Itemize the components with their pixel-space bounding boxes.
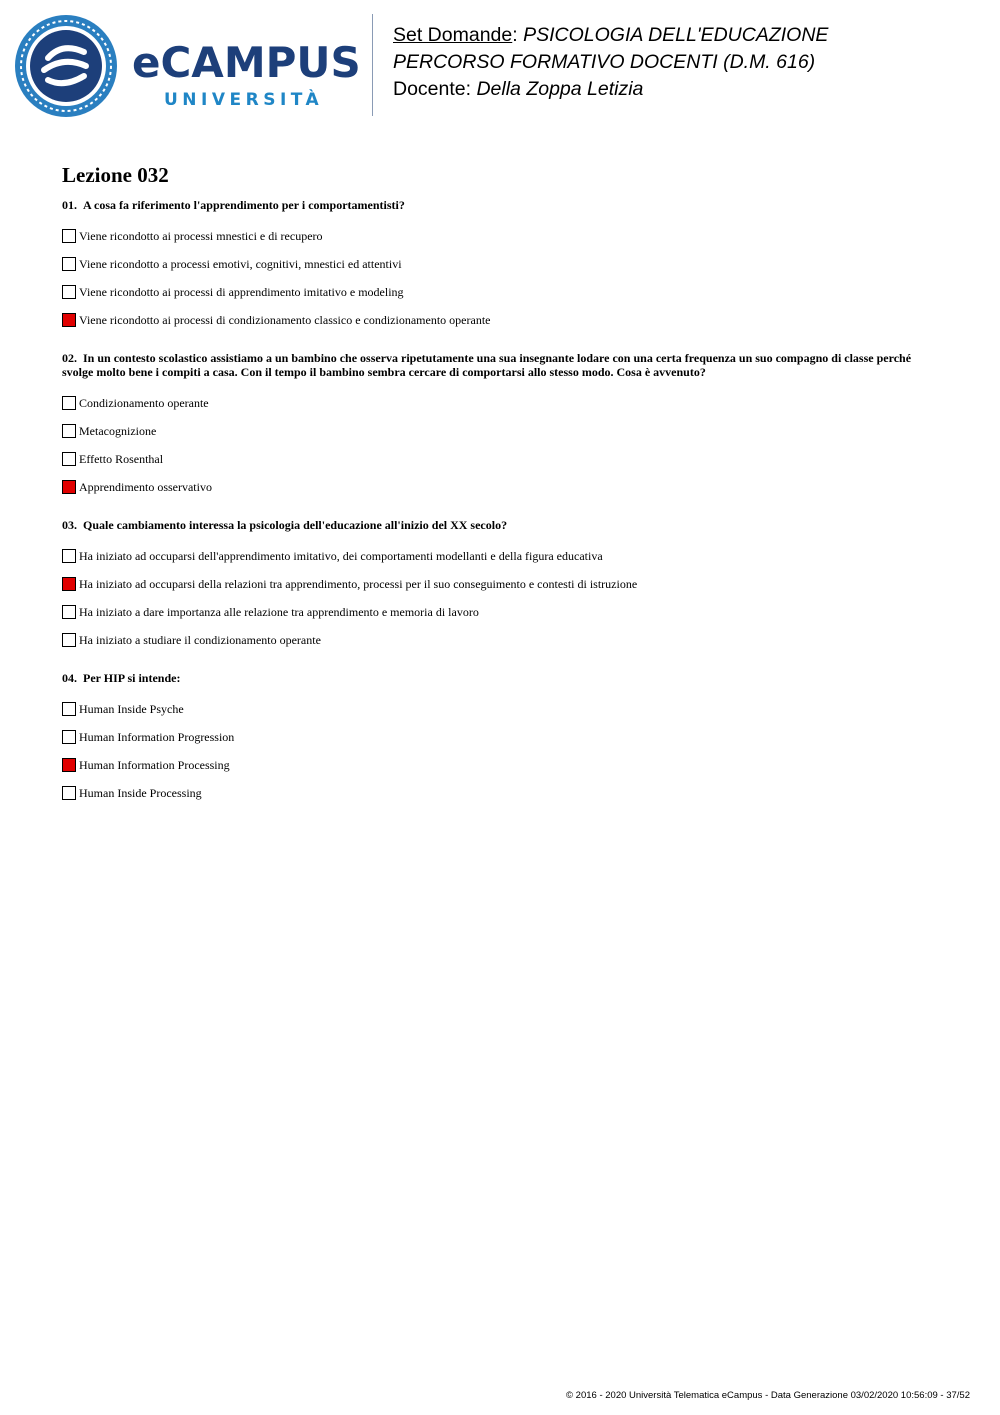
- question-block: [62, 518, 942, 654]
- lesson-content: [62, 162, 942, 824]
- answer-option[interactable]: [62, 542, 942, 570]
- answer-label: Ha iniziato a studiare il condizionamento operante: [79, 632, 321, 647]
- answer-label: Viene ricondotto a processi emotivi, cognitivi, mnestici ed attentivi: [79, 256, 402, 271]
- checkbox[interactable]: [62, 633, 76, 647]
- question-list: [62, 198, 942, 807]
- course-title: PSICOLOGIA DELL'EDUCAZIONE: [523, 24, 829, 46]
- answer-label: Viene ricondotto ai processi di apprendimento imitativo e modeling: [79, 284, 404, 299]
- header-divider: [372, 14, 373, 116]
- page-header: [0, 0, 1000, 125]
- question-block: [62, 198, 942, 334]
- question-text: [62, 351, 942, 379]
- page-footer: © 2016 - 2020 Università Telematica eCampus - Data Generazione 03/02/2020 10:56:09 - 37/52: [566, 1390, 970, 1401]
- logo-wordmark: eCAMPUS: [132, 38, 361, 87]
- answer-option[interactable]: [62, 417, 942, 445]
- checkbox-checked[interactable]: [62, 313, 76, 327]
- checkbox[interactable]: [62, 285, 76, 299]
- teacher-line: [393, 76, 828, 103]
- answer-label: Effetto Rosenthal: [79, 451, 164, 466]
- teacher-name: Della Zoppa Letizia: [476, 78, 644, 100]
- answer-option[interactable]: [62, 389, 942, 417]
- answer-option[interactable]: [62, 723, 942, 751]
- answer-option[interactable]: [62, 598, 942, 626]
- answer-label: Ha iniziato a dare importanza alle relazione tra apprendimento e memoria di lavoro: [79, 604, 479, 619]
- course-line: [393, 22, 828, 49]
- answer-option[interactable]: [62, 626, 942, 654]
- university-seal-icon: [14, 14, 118, 118]
- course-subtitle-line: [393, 49, 828, 76]
- checkbox[interactable]: [62, 730, 76, 744]
- question-number: 03.: [62, 518, 77, 532]
- checkbox[interactable]: [62, 605, 76, 619]
- checkbox[interactable]: [62, 396, 76, 410]
- answer-option[interactable]: [62, 445, 942, 473]
- answer-option[interactable]: [62, 250, 942, 278]
- checkbox[interactable]: [62, 229, 76, 243]
- question-text: [62, 518, 942, 532]
- answer-option[interactable]: [62, 570, 942, 598]
- answer-label: Human Inside Psyche: [79, 701, 184, 716]
- question-label: A cosa fa riferimento l'apprendimento per i comportamentisti?: [83, 198, 405, 212]
- answer-option[interactable]: [62, 306, 942, 334]
- set-separator: :: [512, 24, 524, 46]
- answer-label: Condizionamento operante: [79, 395, 209, 410]
- answer-label: Human Information Progression: [79, 729, 235, 744]
- question-label: In un contesto scolastico assistiamo a un bambino che osserva ripetutamente una sua insegnante lodare con una certa frequenza un suo compagno di classe perché svolge molto bene i compiti a casa. Con il tempo il bambino sembra cercare di comportarsi allo stesso modo. Cosa è avvenuto?: [62, 351, 912, 379]
- checkbox[interactable]: [62, 549, 76, 563]
- answer-label: Ha iniziato ad occuparsi dell'apprendimento imitativo, dei comportamenti modellanti e della figura educativa: [79, 548, 603, 563]
- lesson-title: Lezione 032: [62, 163, 169, 187]
- question-block: [62, 351, 942, 501]
- checkbox[interactable]: [62, 452, 76, 466]
- question-number: 02.: [62, 351, 77, 365]
- checkbox[interactable]: [62, 702, 76, 716]
- question-text: [62, 671, 942, 685]
- checkbox[interactable]: [62, 424, 76, 438]
- question-number: 01.: [62, 198, 77, 212]
- answer-label: Human Information Processing: [79, 757, 230, 772]
- answer-option[interactable]: [62, 779, 942, 807]
- answer-label: Metacognizione: [79, 423, 157, 438]
- logo-subtitle: UNIVERSITÀ: [164, 90, 324, 110]
- question-text: [62, 198, 942, 212]
- teacher-label: Docente:: [393, 78, 477, 100]
- checkbox-checked[interactable]: [62, 577, 76, 591]
- header-info: [393, 22, 828, 103]
- answer-label: Apprendimento osservativo: [79, 479, 212, 494]
- set-label: Set Domande: [393, 24, 513, 46]
- answer-option[interactable]: [62, 278, 942, 306]
- course-subtitle: PERCORSO FORMATIVO DOCENTI (D.M. 616): [393, 51, 816, 73]
- answer-option[interactable]: [62, 695, 942, 723]
- answer-label: Viene ricondotto ai processi mnestici e di recupero: [79, 228, 323, 243]
- ecampus-logo: [14, 14, 359, 118]
- answer-label: Viene ricondotto ai processi di condizionamento classico e condizionamento operante: [79, 312, 491, 327]
- answer-option[interactable]: [62, 222, 942, 250]
- checkbox-checked[interactable]: [62, 758, 76, 772]
- question-label: Quale cambiamento interessa la psicologia dell'educazione all'inizio del XX secolo?: [83, 518, 508, 532]
- answer-option[interactable]: [62, 473, 942, 501]
- checkbox-checked[interactable]: [62, 480, 76, 494]
- question-label: Per HIP si intende:: [83, 671, 181, 685]
- answer-label: Human Inside Processing: [79, 785, 202, 800]
- question-block: [62, 671, 942, 807]
- answer-label: Ha iniziato ad occuparsi della relazioni tra apprendimento, processi per il suo conseguimento e contesti di istruzione: [79, 576, 638, 591]
- checkbox[interactable]: [62, 786, 76, 800]
- question-number: 04.: [62, 671, 77, 685]
- checkbox[interactable]: [62, 257, 76, 271]
- answer-option[interactable]: [62, 751, 942, 779]
